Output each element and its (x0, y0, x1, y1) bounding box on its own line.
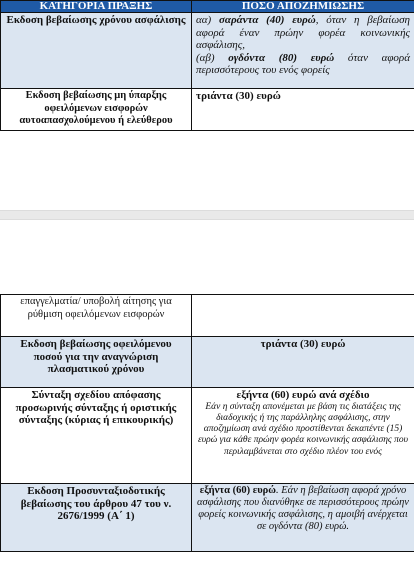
page-break (0, 139, 414, 294)
row-fee (192, 484, 414, 552)
row-category: Σύνταξη σχεδίου απόφασης προσωρινής σύνταξης ή οριστικής σύνταξης (κύριας ή επικουρικής) (1, 388, 192, 484)
fee-amount: σαράντα (40) ευρώ (218, 14, 316, 26)
row-category: Εκδοση βεβαίωσης χρόνου ασφάλισης (1, 13, 192, 89)
header-category: ΚΑΤΗΓΟΡΙΑ ΠΡΑΞΗΣ (1, 1, 192, 13)
fee-prefix: (αβ) (196, 51, 229, 64)
page-separator (0, 210, 414, 220)
row-category: Εκδοση βεβαίωσης οφειλόμενου ποσού για την αναγνώριση πλασματικού χρόνου (1, 337, 192, 388)
fee-text: , όταν η βεβαίωση αφορά έναν πρώην φορέα κοινωνικής ασφάλισης, (196, 14, 411, 51)
row-category: Εκδοση βεβαίωσης μη ύπαρξης οφειλόμενων εισφορών αυτοαπασχολούμενου ή ελεύθερου (1, 89, 192, 131)
header-fee: ΠΟΣΟ ΑΠΟΖΗΜΙΩΣΗΣ (192, 1, 414, 13)
fee-amount: εξήντα (60) ευρώ ανά σχέδιο (236, 389, 370, 401)
fee-text: όταν αφορά περισσότερους του ενός φορείς (196, 51, 410, 76)
table-row (1, 89, 414, 131)
fee-amount: εξήντα (60) ευρώ (199, 485, 276, 496)
fees-table-bottom (0, 294, 414, 552)
fee-note: Εάν η σύνταξη απονέμεται με βάση τις διατάξεις της διαδοχικής ή της παράλληλης ασφάλισης, στην αποζημίωση ανά σχέδιο προστίθενται δεκαπέντε (15) ευρώ για κάθε πρώην φορέα κοινωνικής ασφάλισης που περιλαμβάνεται στο σχέδιο πλέον του ενός (197, 401, 409, 457)
table-header-row (1, 1, 414, 13)
row-fee (192, 295, 414, 337)
table-row (1, 13, 414, 89)
table-row (1, 388, 414, 484)
table-row (1, 295, 414, 337)
table-page-2 (0, 294, 414, 552)
table-row (1, 484, 414, 552)
row-fee: τριάντα (30) ευρώ (192, 89, 414, 131)
row-category: επαγγελματία/ υποβολή αίτησης για ρύθμιση οφειλόμενων εισφορών (1, 295, 192, 337)
row-fee (192, 13, 414, 89)
row-fee (192, 388, 414, 484)
fee-text: . Εάν η βεβαίωση αφορά χρόνο ασφάλισης που διανύθηκε σε περισσότερους πρώην φορείς κοινωνικής ασφάλισης, η αμοιβή ανέρχεται σε ογδόντα (80) ευρώ. (197, 485, 409, 532)
row-fee: τριάντα (30) ευρώ (192, 337, 414, 388)
fees-table-top (0, 0, 414, 131)
row-category: Εκδοση Προσυνταξιοδοτικής βεβαίωσης του άρθρου 47 του ν. 2676/1999 (Α΄ 1) (1, 484, 192, 552)
table-page-1 (0, 0, 414, 131)
fee-amount: ογδόντα (80) ευρώ (228, 51, 335, 64)
table-row (1, 337, 414, 388)
fee-prefix: αα) (196, 14, 219, 26)
